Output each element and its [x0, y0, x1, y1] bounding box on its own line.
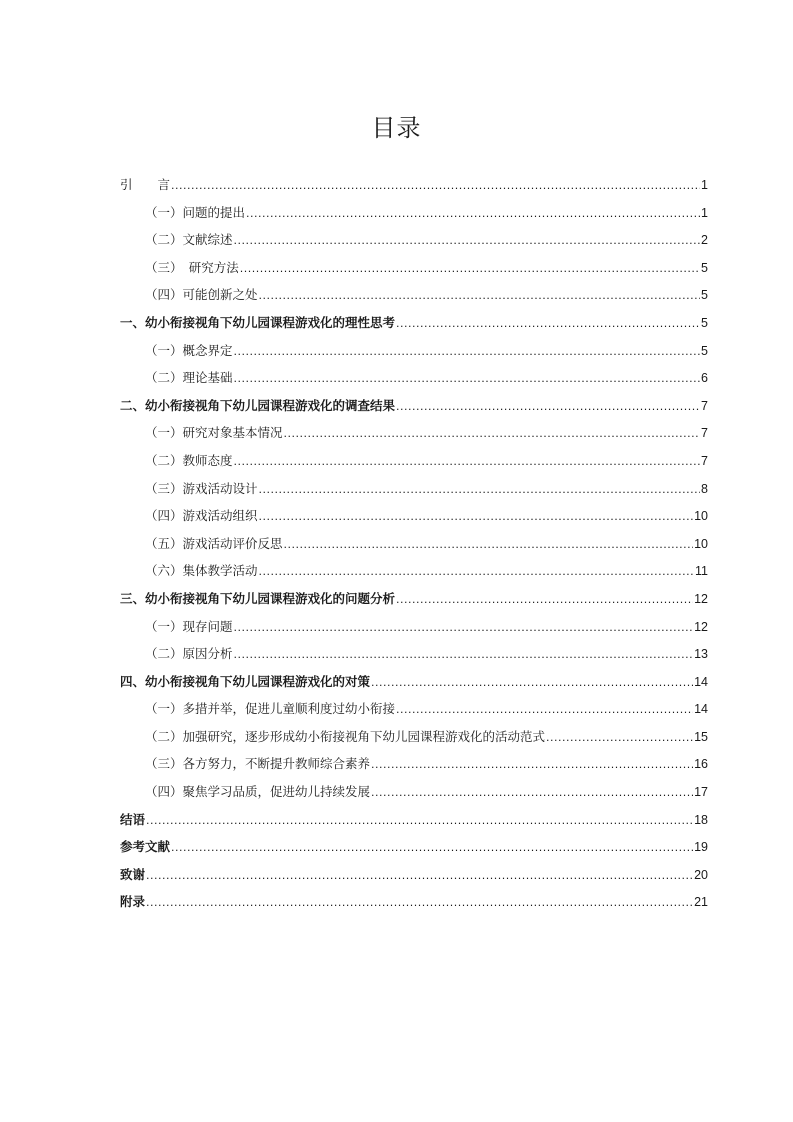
toc-page-number: 12 — [694, 591, 708, 606]
toc-entry-text: （二）文献综述 — [145, 232, 233, 248]
toc-entry-section[interactable] — [120, 778, 708, 806]
toc-entry-section[interactable] — [120, 364, 708, 392]
toc-entry-section[interactable] — [120, 254, 708, 282]
toc-page-number: 1 — [701, 178, 708, 192]
toc-entry-chapter[interactable] — [120, 585, 708, 613]
toc-entry-section[interactable] — [120, 475, 708, 503]
toc-leader-dots — [240, 255, 700, 283]
toc-entry-chapter[interactable] — [120, 309, 708, 337]
toc-entry-text: （四）可能创新之处 — [145, 287, 258, 303]
toc-leader-dots — [234, 227, 701, 255]
toc-leader-dots — [371, 751, 693, 779]
toc-page-number: 10 — [694, 509, 708, 524]
toc-entry-section[interactable] — [120, 447, 708, 475]
toc-entry-section[interactable] — [120, 723, 708, 751]
toc-page-number: 13 — [694, 647, 708, 662]
toc-page-number: 6 — [701, 371, 708, 386]
toc-leader-dots — [284, 531, 694, 559]
toc-entry-chapter[interactable] — [120, 668, 708, 696]
toc-entry-text: （一）现存问题 — [145, 618, 233, 634]
toc-leader-dots — [371, 669, 693, 697]
toc-entry-section[interactable] — [120, 337, 708, 365]
toc-leader-dots — [146, 862, 693, 890]
toc-entry-section[interactable] — [120, 226, 708, 254]
toc-leader-dots — [234, 338, 701, 366]
toc-leader-dots — [259, 476, 701, 504]
toc-leader-dots — [171, 172, 700, 200]
toc-leader-dots — [259, 558, 695, 586]
toc-leader-dots — [234, 641, 694, 669]
toc-page-number: 5 — [701, 288, 708, 303]
toc-page-number: 12 — [694, 619, 708, 634]
toc-entry-section[interactable] — [120, 613, 708, 641]
toc-page-number: 7 — [701, 426, 708, 441]
toc-page-number: 21 — [694, 895, 708, 910]
toc-page-number: 20 — [694, 867, 708, 882]
toc-entry-section[interactable] — [120, 750, 708, 778]
toc-title: 目录 — [371, 114, 422, 142]
toc-page-number: 17 — [694, 785, 708, 800]
toc-leader-dots — [284, 420, 701, 448]
toc-entry-text: 引 言 — [120, 177, 171, 192]
toc-entry-section[interactable] — [120, 199, 708, 227]
toc-entry-text: （一）研究对象基本情况 — [145, 425, 283, 441]
toc-leader-dots — [259, 282, 701, 310]
toc-entry-text: （一）概念界定 — [145, 342, 233, 358]
toc-leader-dots — [146, 807, 693, 835]
toc-entry-chapter[interactable] — [120, 171, 708, 199]
toc-page-number: 5 — [701, 343, 708, 358]
toc-entry-text: （三）游戏活动设计 — [145, 480, 258, 496]
toc-entry-text: （六）集体教学活动 — [145, 563, 258, 579]
toc-entry-text: 二、幼小衔接视角下幼儿园课程游戏化的调查结果 — [120, 397, 396, 413]
toc-leader-dots — [259, 503, 694, 531]
toc-entry-section[interactable] — [120, 530, 708, 558]
toc-entry-text: （二）教师态度 — [145, 452, 233, 468]
toc-page-number: 16 — [694, 757, 708, 772]
toc-entry-text: （三） 研究方法 — [145, 259, 239, 275]
toc-page-number: 5 — [701, 260, 708, 275]
toc-page-number: 14 — [694, 674, 708, 689]
toc-entry-text: （一）问题的提出 — [145, 204, 246, 220]
toc-leader-dots — [396, 696, 693, 724]
toc-page-number: 15 — [694, 729, 708, 744]
toc-entry-section[interactable] — [120, 502, 708, 530]
toc-entry-section[interactable] — [120, 281, 708, 309]
toc-page-number: 7 — [701, 398, 708, 413]
toc-entry-section[interactable] — [120, 419, 708, 447]
toc-page-number: 10 — [694, 536, 708, 551]
toc-leader-dots — [234, 365, 701, 393]
toc-entry-text: （四）聚焦学习品质，促进幼儿持续发展 — [145, 784, 371, 800]
toc-entry-text: （二）加强研究，逐步形成幼小衔接视角下幼儿园课程游戏化的活动范式 — [145, 728, 546, 744]
toc-leader-dots — [396, 310, 700, 338]
toc-leader-dots — [371, 779, 693, 807]
toc-entry-text: （一）多措并举，促进儿童顺利度过幼小衔接 — [145, 701, 396, 717]
toc-entry-text: （五）游戏活动评价反思 — [145, 535, 283, 551]
toc-entry-chapter[interactable] — [120, 861, 708, 889]
toc-entry-chapter[interactable] — [120, 888, 708, 916]
toc-leader-dots — [546, 724, 693, 752]
toc-entry-text: 附录 — [120, 894, 146, 910]
toc-entry-section[interactable] — [120, 557, 708, 585]
toc-page-number: 18 — [694, 812, 708, 827]
toc-leader-dots — [234, 448, 701, 476]
toc-leader-dots — [171, 834, 693, 862]
toc-page-number: 14 — [694, 702, 708, 717]
toc-leader-dots — [396, 393, 700, 421]
toc-list — [120, 171, 708, 916]
toc-entry-chapter[interactable] — [120, 833, 708, 861]
toc-entry-text: 参考文献 — [120, 839, 171, 855]
toc-leader-dots — [234, 614, 694, 642]
toc-page-number: 8 — [701, 481, 708, 496]
toc-entry-text: （四）游戏活动组织 — [145, 508, 258, 524]
toc-entry-text: 结语 — [120, 811, 146, 827]
toc-entry-text: （二）原因分析 — [145, 646, 233, 662]
toc-entry-text: 一、幼小衔接视角下幼儿园课程游戏化的理性思考 — [120, 314, 396, 330]
toc-entry-section[interactable] — [120, 695, 708, 723]
toc-page-number: 11 — [695, 564, 708, 579]
toc-page-number: 1 — [701, 205, 708, 220]
toc-entry-chapter[interactable] — [120, 392, 708, 420]
toc-entry-text: （二）理论基础 — [145, 370, 233, 386]
toc-entry-chapter[interactable] — [120, 806, 708, 834]
toc-entry-text: 致谢 — [120, 866, 146, 882]
toc-page-number: 19 — [694, 840, 708, 855]
toc-page-number: 5 — [701, 315, 708, 330]
toc-entry-section[interactable] — [120, 640, 708, 668]
toc-leader-dots — [146, 889, 693, 917]
toc-leader-dots — [396, 586, 693, 614]
toc-entry-text: 三、幼小衔接视角下幼儿园课程游戏化的问题分析 — [120, 590, 396, 606]
toc-page-number: 2 — [701, 233, 708, 248]
toc-entry-text: （三）各方努力，不断提升教师综合素养 — [145, 756, 371, 772]
toc-page-number: 7 — [701, 453, 708, 468]
toc-leader-dots — [246, 200, 700, 228]
toc-entry-text: 四、幼小衔接视角下幼儿园课程游戏化的对策 — [120, 673, 371, 689]
